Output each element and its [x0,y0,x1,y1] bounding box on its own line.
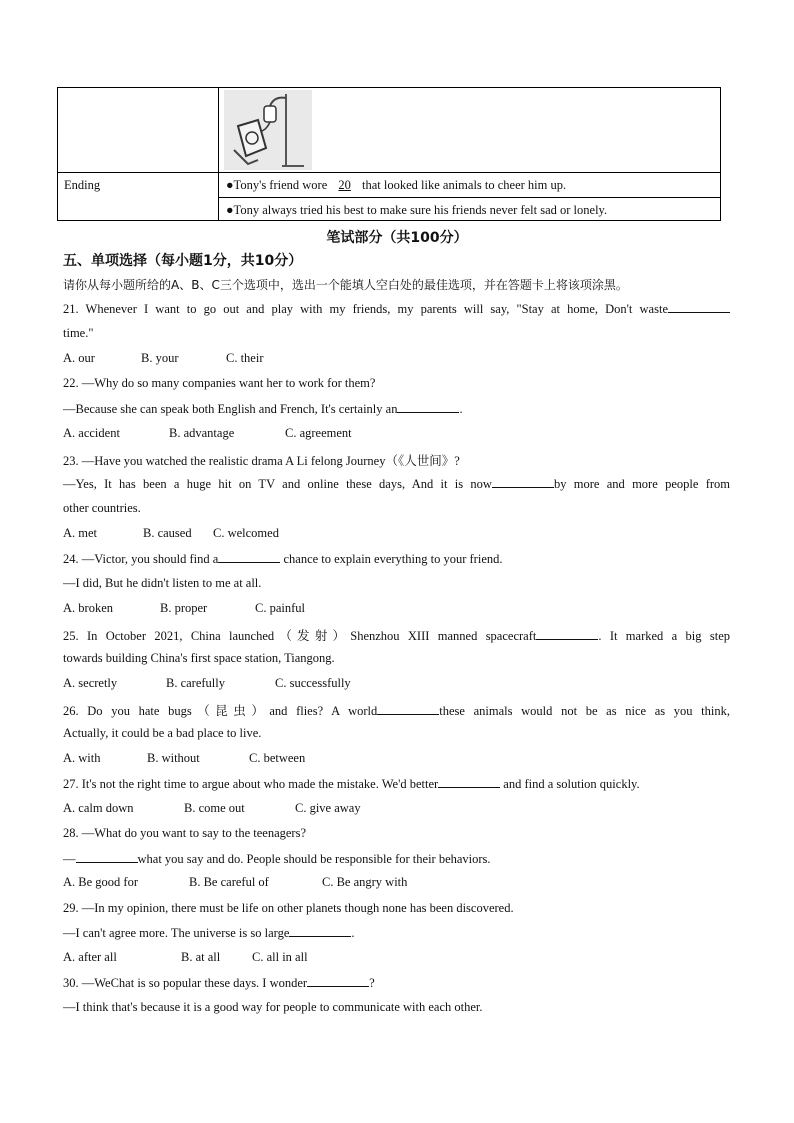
option-b: B. your [141,351,179,365]
question-25-line [63,626,730,644]
question-30-line: 30. —WeChat is so popular these days. I wonder ? [63,976,375,990]
option-c: C. their [226,351,264,365]
question-text: — [63,852,76,866]
answer-blank [492,476,554,488]
answer-blank [289,925,351,937]
question-29-line: 29. —In my opinion, there must be life on other planets though none has been discovered. [63,901,514,915]
question-27-options [63,801,730,816]
question-23-line: 23. —Have you watched the realistic drama A Li felong Journey（《人世间》? [63,454,460,468]
option-c: C. all in all [252,950,308,964]
question-26-options [63,751,730,766]
table-divider [218,197,720,198]
option-b: B. come out [184,801,245,815]
question-text: 24. —Victor, you should find a [63,552,219,566]
option-a: A. met [63,526,98,540]
option-a: A. secretly [63,676,118,690]
question-text: 30. —WeChat is so popular these days. I wonder [63,976,308,990]
bullet-text: that looked like animals to cheer him up. [358,178,567,192]
option-a: A. accident [63,426,120,440]
section-title: 笔试部分（共100分） [326,230,468,246]
question-22-line: —Because she can speak both English and French, It's certainly an . [63,402,463,416]
option-c: C. agreement [285,426,352,440]
question-text: these animals would not be as nice as you think, [439,704,730,718]
option-c: C. welcomed [213,526,279,540]
question-24-line [63,551,730,567]
option-c: C. successfully [275,676,351,690]
question-text: chance to explain everything to your friend. [283,552,503,566]
instruction: 请你从每小题所给的A、B、C三个选项中，选出一个能填人空白处的最佳选项，并在答题卡上将该项涂黑。 [63,278,628,292]
option-b: B. advantage [169,426,235,440]
question-23-line: other countries. [63,501,141,515]
answer-blank [218,551,280,563]
question-24-line: —I did, But he didn't listen to me at all. [63,576,262,590]
option-a: A. our [63,351,95,365]
answer-blank [307,975,369,987]
question-text: and find a solution quickly. [503,777,640,791]
question-text: —I can't agree more. The universe is so large [63,926,290,940]
table-divider [218,88,219,220]
option-b: B. carefully [166,676,226,690]
ending-bullet-2: ●Tony always tried his best to make sure his friends never felt sad or lonely. [226,203,608,217]
question-28-options [63,875,730,890]
question-24-options [63,601,730,616]
bullet-text: ●Tony's friend wore [226,178,331,192]
question-25-line: towards building China's first space station, Tiangong. [63,651,335,665]
question-26-line: Actually, it could be a bad place to live. [63,726,262,740]
question-text: 27. It's not the right time to argue about who made the mistake. We'd better [63,777,439,791]
option-b: B. Be careful of [189,875,269,889]
option-c: C. give away [295,801,361,815]
question-text: —Yes, It has been a huge hit on TV and online these days, And it is now [63,477,492,491]
blank-number: 20 [338,178,351,192]
answer-blank [668,301,730,313]
answer-blank [76,851,138,863]
option-b: B. without [147,751,200,765]
question-29-options [63,950,730,965]
part-heading: 五、单项选择（每小题1分，共10分） [63,253,303,269]
question-29-line: —I can't agree more. The universe is so large . [63,926,355,940]
question-26-line [63,701,730,719]
question-28-line: 28. —What do you want to say to the teenagers? [63,826,306,840]
answer-blank [438,776,500,788]
question-text: —Because she can speak both English and French, It's certainly an [63,402,398,416]
drip-bottle-icon [224,90,312,170]
table-divider [58,172,720,173]
option-b: B. at all [181,950,221,964]
ending-label: Ending [64,178,101,192]
answer-blank [377,703,439,715]
question-23-options [63,526,730,541]
question-27-line [63,776,730,792]
question-21-options [63,351,730,366]
question-30-line: —I think that's because it is a good way for people to communicate with each other. [63,1000,483,1014]
option-b: B. caused [143,526,192,540]
question-text: 25. In October 2021, China launched（发射）Shenzhou XIII manned spacecraft [63,629,537,643]
question-23-line [63,476,730,492]
option-c: C. painful [255,601,305,615]
option-a: A. Be good for [63,875,138,889]
question-text: . It marked a big step [598,629,730,643]
option-c: C. between [249,751,306,765]
answer-blank [536,628,598,640]
option-a: A. after all [63,950,117,964]
ending-bullet-1 [226,178,566,193]
option-a: A. broken [63,601,113,615]
question-22-line: 22. —Why do so many companies want her to work for them? [63,376,376,390]
question-text: what you say and do. People should be responsible for their behaviors. [137,852,491,866]
question-25-options [63,676,730,691]
story-table [57,87,721,221]
question-text: 26. Do you hate bugs（昆虫）and flies? A world [63,704,378,718]
question-text: by more and more people from [553,477,730,491]
option-b: B. proper [160,601,208,615]
question-21-line: time." [63,326,94,340]
option-c: C. Be angry with [322,875,408,889]
question-22-options [63,426,730,441]
question-28-line [63,851,730,867]
question-21-line [63,301,730,317]
option-a: A. with [63,751,101,765]
option-a: A. calm down [63,801,134,815]
question-text: 21. Whenever I want to go out and play with my friends, my parents will say, "Stay at home, Don't waste [63,302,668,316]
answer-blank [397,401,459,413]
